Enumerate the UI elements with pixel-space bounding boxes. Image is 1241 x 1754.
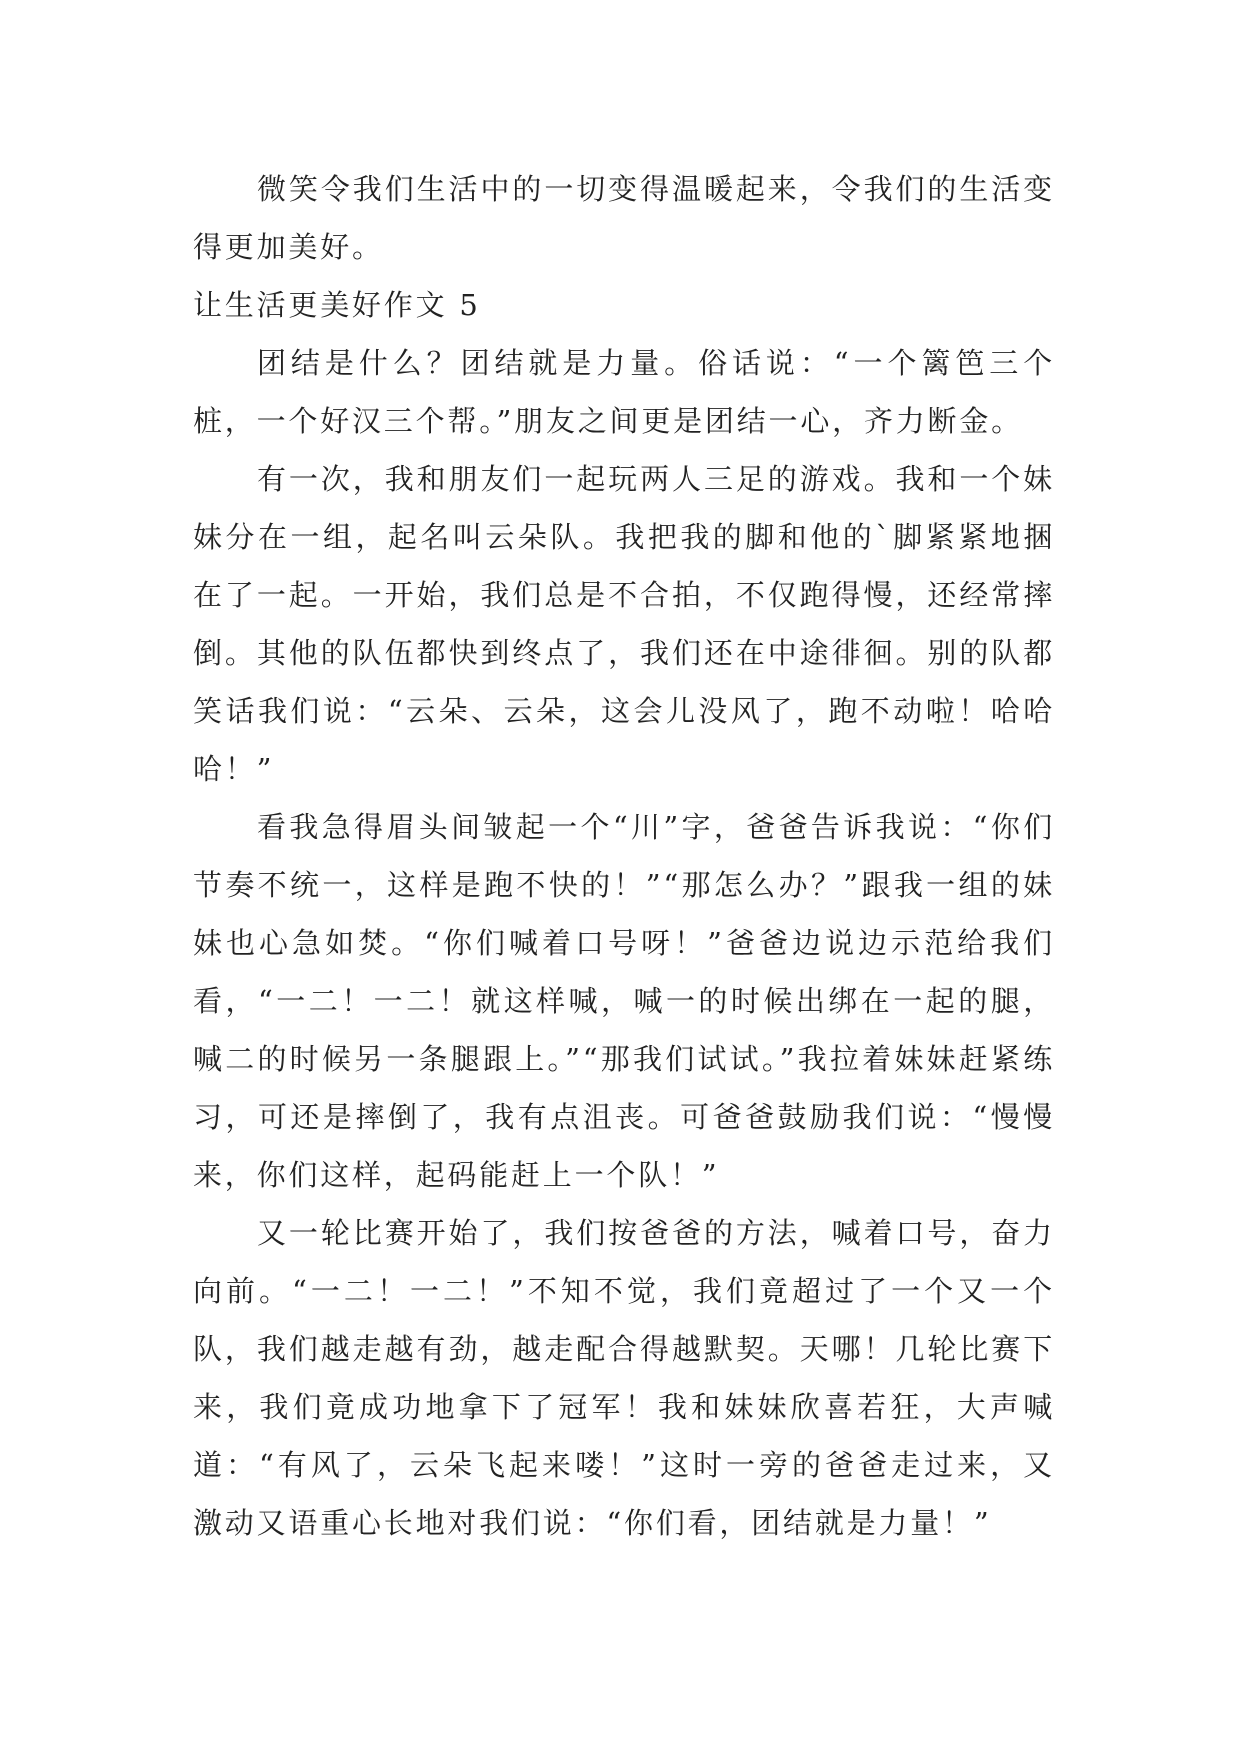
- paragraph-father-advice: 看我急得眉头间皱起一个“川”字，爸爸告诉我说：“你们节奏不统一，这样是跑不快的！”“那怎么办？”跟我一组的妹妹也心急如焚。“你们喊着口号呀！”爸爸边说边示范给我们看，“一二！一二！就这样喊，喊一的时候出绑在一起的腿，喊二的时候另一条腿跟上。”“那我们试试。”我拉着妹妹赶紧练习，可还是摔倒了，我有点沮丧。可爸爸鼓励我们说：“慢慢来，你们这样，起码能赶上一个队！”: [193, 810, 1055, 1192]
- paragraph-victory: 又一轮比赛开始了，我们按爸爸的方法，喊着口号，奋力向前。“一二！一二！”不知不觉，我们竟超过了一个又一个队，我们越走越有劲，越走配合得越默契。天哪！几轮比赛下来，我们竟成功地拿下了冠军！我和妹妹欣喜若狂，大声喊道：“有风了，云朵飞起来喽！”这时一旁的爸爸走过来，又激动又语重心长地对我们说：“你们看，团结就是力量！”: [193, 1216, 1055, 1540]
- essay-heading: 让生活更美好作文 5: [193, 288, 481, 322]
- paragraph-closing-smile: 微笑令我们生活中的一切变得温暖起来，令我们的生活变得更加美好。: [193, 172, 1055, 264]
- paragraph-game-story: 有一次，我和朋友们一起玩两人三足的游戏。我和一个妹妹分在一组，起名叫云朵队。我把我的脚和他的`脚紧紧地捆在了一起。一开始，我们总是不合拍，不仅跑得慢，还经常摔倒。其他的队伍都快到终点了，我们还在中途徘徊。别的队都笑话我们说：“云朵、云朵，这会儿没风了，跑不动啦！哈哈哈！”: [193, 462, 1055, 786]
- document-body: [193, 160, 1055, 1552]
- paragraph-unity-intro: 团结是什么？团结就是力量。俗话说：“一个篱笆三个桩，一个好汉三个帮。”朋友之间更是团结一心，齐力断金。: [193, 346, 1055, 438]
